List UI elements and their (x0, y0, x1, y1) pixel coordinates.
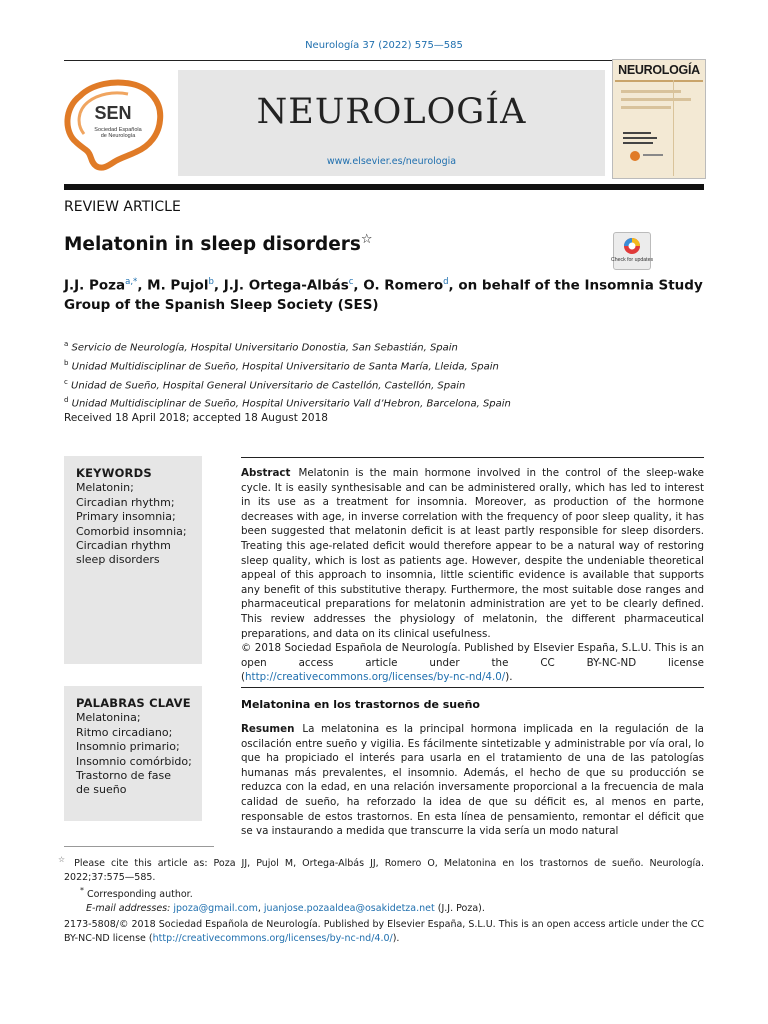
palabra-clave-item: Ritmo circadiano; (76, 725, 173, 739)
corresponding-footnote (64, 884, 704, 902)
author-affiliation-mark[interactable]: a,* (125, 277, 138, 287)
article-title-text: Melatonin in sleep disorders (64, 234, 361, 256)
journal-cover-image[interactable] (612, 59, 706, 179)
affiliation-text: Unidad Multidisciplinar de Sueño, Hospital Universitario de Santa María, Lleida, Spain (71, 361, 499, 373)
abstract-text: Melatonin is the main hormone involved in the control of the sleep-wake cycle. It is easily synthesisable and can be administered orally, which has led to interest in its use as a treatment for insomnia. Moreover, as production of the hormone decreases with age, in inverse correlation with the frequency of poor sleep quality, it has been suggested that melatonin deficit is at least partly responsible for sleep disorders. Treating this age-related deficit would therefore appear to be a natural way of restoring sleep quality, which is lost as patients age. However, despite the undeniable theoretical appeal of this approach to insomnia, little scientific evidence is available that supports any benefit of this substitutive therapy. Furthermore, the most suitable dose ranges and pharmaceutical preparations for melatonin administration are yet to be clearly defined. This review addresses the physiology of melatonin, the different pharmaceutical preparations, and data on its clinical usefulness. (241, 467, 704, 640)
authors-group-suffix: , on behalf of the Insomnia Study Group of the Spanish Sleep Society (SES) (64, 277, 703, 313)
keyword-item: Primary insomnia; (76, 510, 176, 524)
email-footnote: E-mail addresses: jpoza@gmail.com, juanjose.pozaaldea@osakidetza.net (J.J. Poza). (86, 902, 485, 914)
affiliation-text: Servicio de Neurología, Hospital Universitario Donostia, San Sebastián, Spain (71, 342, 458, 354)
cover-title: NEUROLOGÍA (618, 63, 700, 77)
copyright-close: ). (392, 932, 400, 944)
footnote-rule (64, 846, 214, 847)
keyword-item: Circadian rhythm sleep disorders (76, 539, 171, 567)
author-separator: , (353, 277, 364, 294)
corresponding-text: Corresponding author. (86, 889, 193, 901)
author-list (64, 273, 709, 315)
title-footnote-mark[interactable]: ☆ (360, 232, 373, 247)
sen-logo (62, 74, 172, 174)
logo-subtext: Sociedad Española (94, 127, 142, 133)
bottom-license-link[interactable]: http://creativecommons.org/licenses/by-nc-nd/4.0/ (152, 932, 393, 944)
keyword-item: Melatonin; (76, 481, 134, 495)
author-affiliation-mark[interactable]: b (208, 277, 214, 287)
author-name[interactable]: J.J. Poza (64, 277, 126, 294)
cite-footnote (58, 853, 704, 884)
header-thick-rule (64, 184, 704, 190)
palabras-clave-heading: PALABRAS CLAVE (76, 696, 191, 710)
affiliation-mark: d (64, 396, 69, 405)
author-separator: , (137, 277, 148, 294)
affiliation-item (64, 356, 704, 375)
abstract-label: Abstract (241, 467, 291, 479)
affiliation-item (64, 337, 704, 356)
header-top-rule (64, 60, 612, 61)
palabra-clave-item: Insomnio primario; (76, 740, 180, 754)
author-name[interactable]: J.J. Ortega-Albás (223, 277, 349, 294)
email-link-2[interactable]: juanjose.pozaaldea@osakidetza.net (263, 902, 435, 914)
affiliation-text: Unidad de Sueño, Hospital General Universitario de Castellón, Castellón, Spain (71, 379, 466, 391)
abstract-section (241, 466, 704, 685)
corresponding-mark: * (80, 886, 84, 896)
affiliation-mark: c (64, 377, 68, 386)
check-for-updates-button[interactable] (610, 232, 654, 270)
spanish-title: Melatonina en los trastornos de sueño (241, 698, 480, 711)
affiliations (64, 337, 704, 412)
footnotes (58, 853, 704, 915)
author-name[interactable]: M. Pujol (147, 277, 209, 294)
journal-url-link[interactable]: www.elsevier.es/neurologia (326, 156, 457, 167)
author-name[interactable]: O. Romero (363, 277, 444, 294)
affiliation-mark: a (64, 340, 69, 348)
palabra-clave-item: Trastorno de fase de sueño (76, 769, 172, 797)
article-type: REVIEW ARTICLE (64, 199, 181, 215)
keywords-box (64, 456, 202, 664)
license-link[interactable]: http://creativecommons.org/licenses/by-nc-nd/4.0/ (245, 671, 506, 684)
author-affiliation-mark[interactable]: c (348, 277, 354, 287)
copyright-notice (64, 918, 704, 945)
resumen-rule (241, 687, 704, 688)
email-suffix: (J.J. Poza). (437, 902, 485, 914)
author-affiliation-mark[interactable]: d (443, 277, 449, 287)
abstract-rule (241, 457, 704, 458)
abstract-copyright: © 2018 Sociedad Española de Neurología. Published by Elsevier España, S.L.U. This is an open access article under the CC BY-NC-ND license ( (241, 642, 704, 684)
affiliation-item (64, 375, 704, 394)
palabra-clave-item: Insomnio comórbido; (76, 754, 192, 768)
keyword-item: Comorbid insomnia; (76, 524, 187, 538)
journal-title: NEUROLOGÍA (256, 92, 527, 132)
keyword-item: Circadian rhythm; (76, 495, 175, 509)
palabra-clave-item: Melatonina; (76, 711, 141, 725)
resumen-text: La melatonina es la principal hormona implicada en la regulación de la oscilación entre sueño y vigilia. Es fácilmente sintetizable y administrable por vía oral, lo que ha propiciado el interés para usarla en el tratamiento de una de las patologías humanas más prevalentes, el insomnio. Además, el hecho de que su producción se reduzca con la edad, en una relación inversamente proporcional a la frecuencia de mala calidad de sueño, ha reforzado la idea de que su déficit es, al menos en parte, responsable de estos trastornos. En esta línea de pensamiento, remontar el déficit que se va instaurando a medida que transcurre la vida sería un modo natural (241, 723, 704, 838)
keywords-heading: KEYWORDS (76, 466, 152, 480)
received-dates: Received 18 April 2018; accepted 18 August 2018 (64, 412, 328, 424)
abstract-close: ). (505, 671, 513, 684)
article-title (64, 232, 373, 255)
journal-masthead (178, 70, 605, 176)
copyright-text: 2173-5808/© 2018 Sociedad Española de Neurología. Published by Elsevier España, S.L.U. This is an open access article under the CC BY-NC-ND license ( (64, 919, 704, 944)
logo-subtext: de Neurología (100, 133, 136, 139)
resumen-label: Resumen (241, 723, 295, 735)
resumen-section (241, 722, 704, 839)
author-separator: , (213, 277, 224, 294)
journal-reference[interactable]: Neurología 37 (2022) 575—585 (305, 40, 463, 51)
palabras-clave-box (64, 686, 202, 821)
logo-text: SEN (94, 103, 132, 123)
cite-footnote-mark: ☆ (58, 855, 69, 864)
affiliation-mark: b (64, 358, 69, 367)
cite-footnote-text: Please cite this article as: Poza JJ, Pujol M, Ortega-Albás JJ, Romero O, Melatonina en los trastornos de sueño. Neurología. 2022;37:575—585. (64, 858, 704, 883)
affiliation-text: Unidad Multidisciplinar de Sueño, Hospital Universitario Vall d’Hebron, Barcelona, Spain (71, 398, 511, 410)
crossmark-label: Check for updates (610, 257, 654, 263)
cover-artwork (613, 60, 705, 178)
affiliation-item (64, 393, 704, 412)
email-label: E-mail addresses: (86, 902, 171, 914)
email-link-1[interactable]: jpoza@gmail.com (173, 902, 258, 914)
